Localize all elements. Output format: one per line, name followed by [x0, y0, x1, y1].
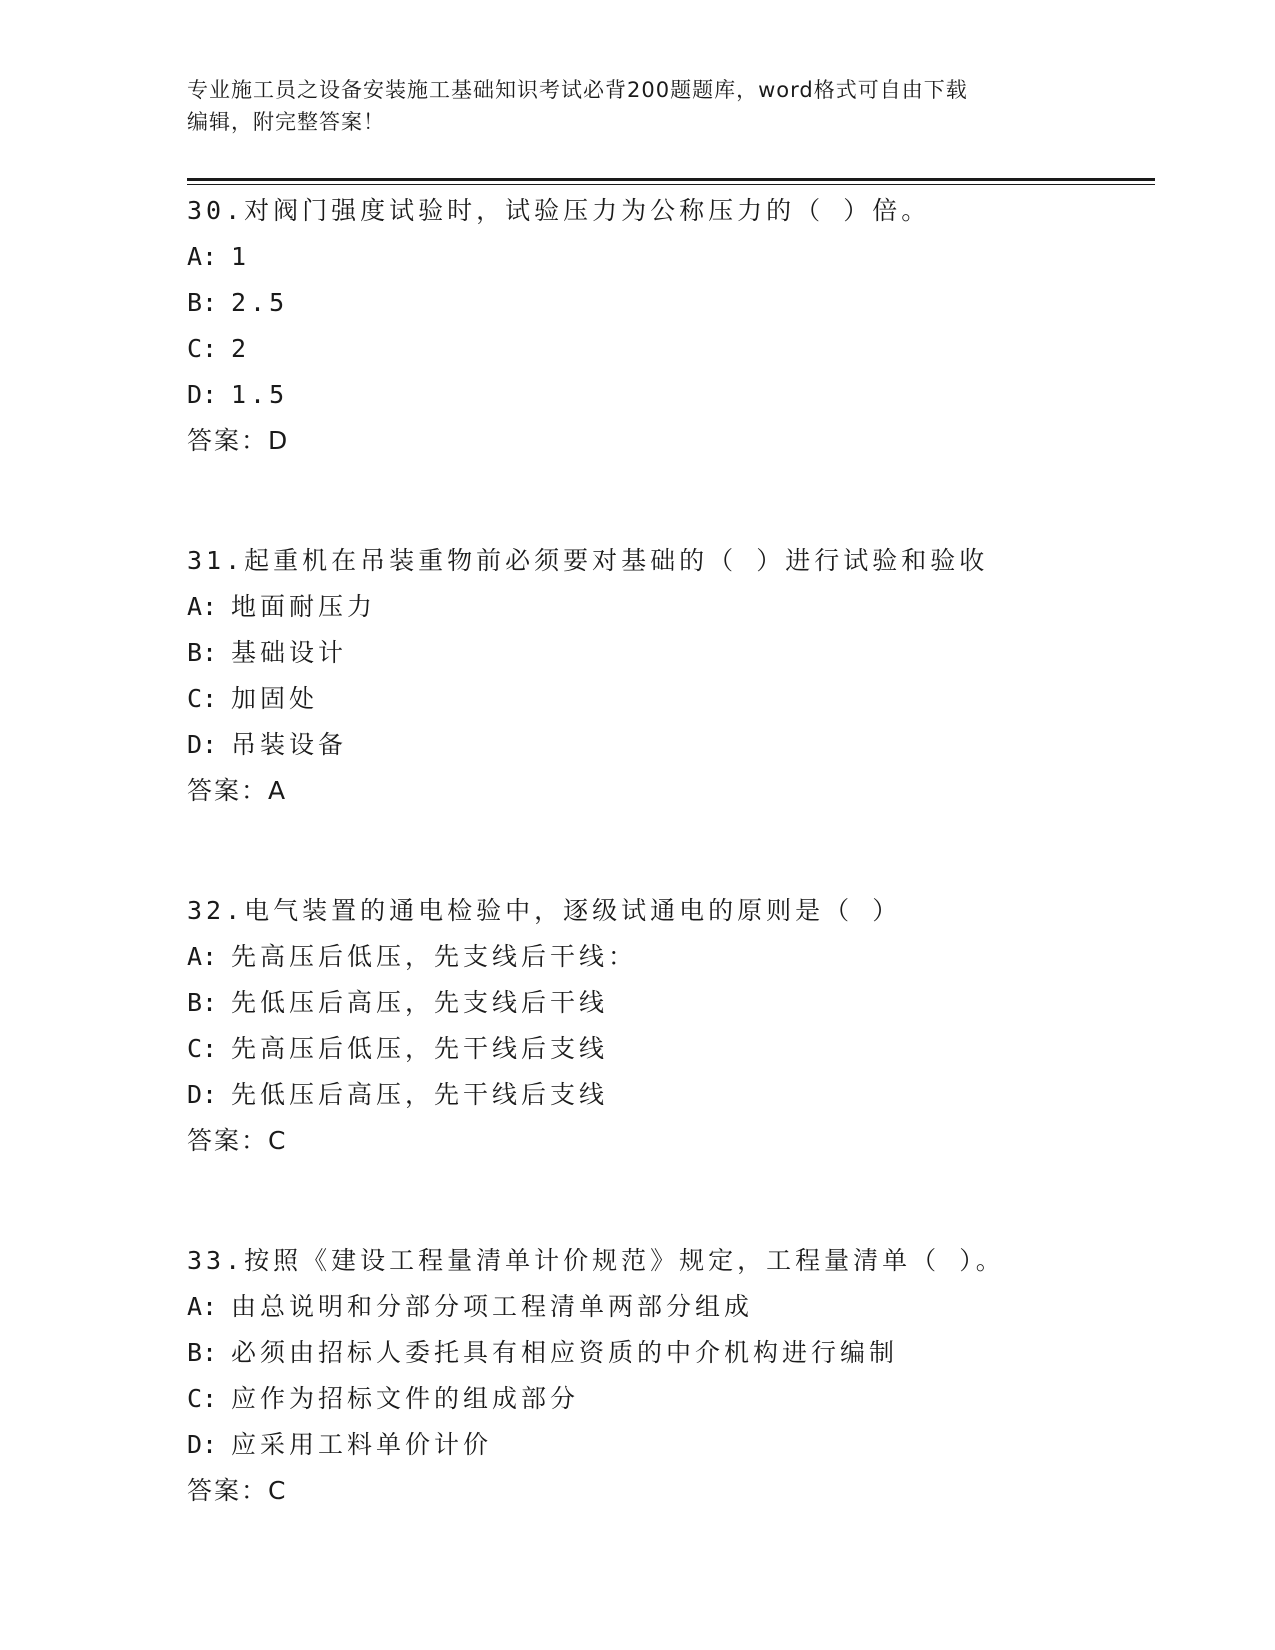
option-letter: D:: [187, 380, 218, 409]
option-c: [187, 1376, 1155, 1422]
question-31: [187, 538, 1155, 814]
header-line-1: 专业施工员之设备安装施工基础知识考试必背200题题库，word格式可自由下载: [187, 78, 968, 102]
option-a: [187, 1284, 1155, 1330]
option-a: [187, 584, 1155, 630]
option-text: 必须由招标人委托具有相应资质的中介机构进行编制: [231, 1338, 899, 1367]
option-a: [187, 934, 1155, 980]
option-text: 先高压后低压，先干线后支线: [231, 1034, 609, 1063]
option-letter: A:: [187, 1292, 218, 1321]
answer-label: 答案：D: [187, 426, 290, 455]
answer-label: 答案：A: [187, 776, 288, 805]
option-letter: A:: [187, 592, 218, 621]
option-d: [187, 372, 1155, 418]
option-text: 基础设计: [231, 638, 348, 667]
option-text: 1: [231, 242, 251, 271]
header-divider-thick: [187, 178, 1155, 181]
option-c: [187, 1026, 1155, 1072]
question-title: 33.按照《建设工程量清单计价规范》规定，工程量清单（ ）。: [187, 1246, 1005, 1275]
option-text: 应作为招标文件的组成部分: [231, 1384, 580, 1413]
option-letter: D:: [187, 730, 218, 759]
header-line-2: 编辑，附完整答案！: [187, 110, 385, 134]
option-letter: C:: [187, 1384, 218, 1413]
option-text: 由总说明和分部分项工程清单两部分组成: [231, 1292, 754, 1321]
answer-label: 答案：C: [187, 1126, 288, 1155]
option-letter: D:: [187, 1430, 218, 1459]
option-letter: C:: [187, 1034, 218, 1063]
option-b: [187, 980, 1155, 1026]
option-letter: A:: [187, 242, 218, 271]
option-b: [187, 280, 1155, 326]
option-text: 应采用工料单价计价: [231, 1430, 493, 1459]
question-32: [187, 888, 1155, 1164]
option-c: [187, 326, 1155, 372]
option-d: [187, 722, 1155, 768]
option-letter: D:: [187, 1080, 218, 1109]
option-text: 地面耐压力: [231, 592, 377, 621]
question-title: 30.对阀门强度试验时，试验压力为公称压力的（ ）倍。: [187, 196, 931, 225]
question-33: [187, 1238, 1155, 1514]
option-letter: B:: [187, 638, 218, 667]
option-text: 2.5: [231, 288, 289, 317]
option-d: [187, 1422, 1155, 1468]
option-letter: B:: [187, 288, 218, 317]
option-b: [187, 1330, 1155, 1376]
option-text: 先高压后低压，先支线后干线：: [231, 942, 638, 971]
question-title: 31.起重机在吊装重物前必须要对基础的（ ）进行试验和验收: [187, 546, 989, 575]
option-letter: C:: [187, 334, 218, 363]
option-letter: A:: [187, 942, 218, 971]
document-header: [187, 74, 1087, 138]
option-letter: B:: [187, 988, 218, 1017]
question-title: 32.电气装置的通电检验中，逐级试通电的原则是（ ）: [187, 896, 902, 925]
option-text: 1.5: [231, 380, 289, 409]
answer-label: 答案：C: [187, 1476, 288, 1505]
option-text: 加固处: [231, 684, 319, 713]
option-text: 吊装设备: [231, 730, 348, 759]
option-letter: C:: [187, 684, 218, 713]
header-divider-thin: [187, 184, 1155, 185]
option-b: [187, 630, 1155, 676]
option-text: 先低压后高压，先支线后干线: [231, 988, 609, 1017]
option-a: [187, 234, 1155, 280]
option-text: 2: [231, 334, 251, 363]
option-d: [187, 1072, 1155, 1118]
question-list: [187, 188, 1155, 1514]
option-c: [187, 676, 1155, 722]
option-letter: B:: [187, 1338, 218, 1367]
question-30: [187, 188, 1155, 464]
option-text: 先低压后高压，先干线后支线: [231, 1080, 609, 1109]
